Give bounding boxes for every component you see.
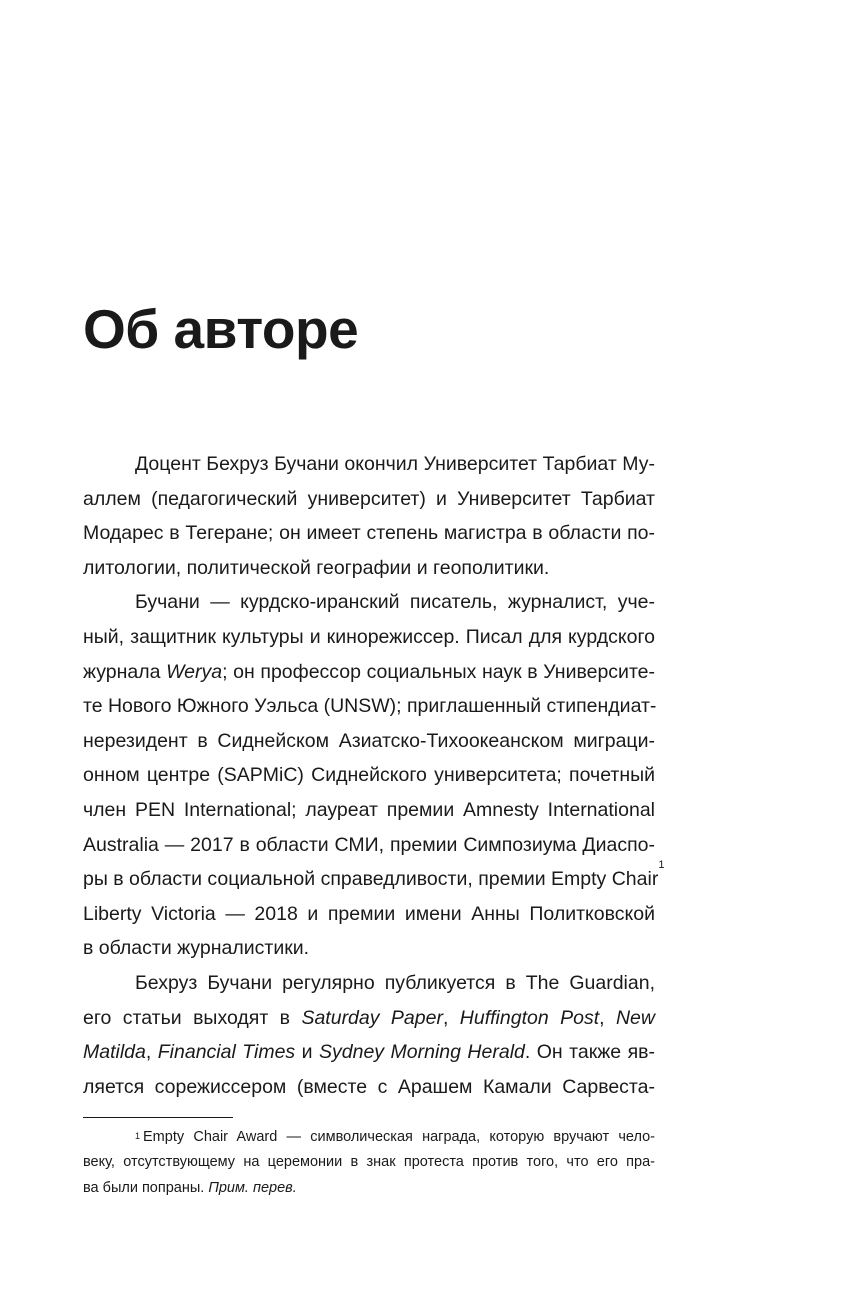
- text-line: [83, 655, 655, 690]
- text-line: Бехруз Бучани регулярно публикуется в The Guardian,: [135, 971, 655, 994]
- text-run: и: [295, 1041, 320, 1064]
- publication-title: Matilda: [83, 1041, 146, 1064]
- text-run: ; он профессор социальных наук в Университе-: [222, 660, 655, 683]
- body-text: [83, 447, 665, 1104]
- text-run: журнала: [83, 660, 167, 683]
- text-run: его статьи выходят в: [83, 1006, 302, 1029]
- text-line: Модарес в Тегеране; он имеет степень магистра в области по-: [83, 522, 655, 545]
- text-line: Бучани — курдско-иранский писатель, журналист, уче-: [135, 591, 655, 614]
- footnote-marker: 1: [135, 1131, 141, 1141]
- journal-title: Werya: [166, 660, 223, 683]
- text-line: литологии, политической географии и геополитики.: [83, 556, 550, 579]
- text-line: [83, 859, 665, 897]
- footnote: [83, 1125, 655, 1201]
- text-line: те Нового Южного Уэльса (UNSW); приглашенный стипендиат-: [83, 695, 657, 718]
- footnote-reference[interactable]: 1: [658, 859, 665, 872]
- publication-title: Huffington Post: [459, 1006, 600, 1029]
- footnote-line: [83, 1125, 655, 1150]
- paragraph: [83, 447, 655, 585]
- paragraph: [83, 966, 655, 1104]
- text-run: . Он также яв-: [524, 1041, 656, 1064]
- publication-title: New: [615, 1006, 655, 1029]
- text-line: ный, защитник культуры и кинорежиссер. Писал для курдского: [83, 625, 655, 648]
- text-line: Доцент Бехруз Бучани окончил Университет Тарбиат Му-: [135, 453, 655, 475]
- footnote-divider: [83, 1117, 233, 1118]
- text-run: ва были попраны.: [83, 1179, 209, 1196]
- text-run: Empty Chair Award — символическая награда, которую вручают чело-: [143, 1129, 655, 1145]
- text-line: онном центре (SAPMiC) Сиднейского университета; почетный: [83, 764, 655, 787]
- text-line: ляется сорежиссером (вместе с Арашем Камали Сарвеста-: [83, 1075, 655, 1098]
- text-line: аллем (педагогический университет) и Университет Тарбиат: [83, 487, 655, 510]
- text-line: нерезидент в Сиднейском Азиатско-Тихоокеанском миграци-: [83, 729, 655, 752]
- publication-title: Financial Times: [157, 1041, 296, 1064]
- footnote-line: веку, отсутствующему на церемонии в знак протеста против того, что его пра-: [83, 1154, 655, 1171]
- text-run: ры в области социальной справедливости, премии Empty Chair: [83, 868, 659, 891]
- text-run: ,: [599, 1006, 616, 1029]
- text-run: ,: [442, 1006, 460, 1029]
- publication-title: Saturday Paper: [301, 1006, 443, 1029]
- text-line: Australia — 2017 в области СМИ, премии Симпозиума Диаспо-: [83, 833, 655, 856]
- paragraph: [83, 585, 665, 966]
- footnote-line: [83, 1176, 655, 1201]
- text-run: ,: [145, 1041, 158, 1064]
- page-title: Об авторе: [83, 298, 359, 360]
- text-line: в области журналистики.: [83, 937, 310, 960]
- text-line: [83, 1035, 655, 1070]
- text-line: Liberty Victoria — 2018 и премии имени Анны Политковской: [83, 902, 655, 925]
- publication-title: Sydney Morning Herald: [319, 1041, 525, 1064]
- text-line: [83, 1001, 655, 1036]
- text-line: член PEN International; лауреат премии Amnesty International: [83, 798, 655, 821]
- translator-note: Прим. перев.: [208, 1179, 297, 1196]
